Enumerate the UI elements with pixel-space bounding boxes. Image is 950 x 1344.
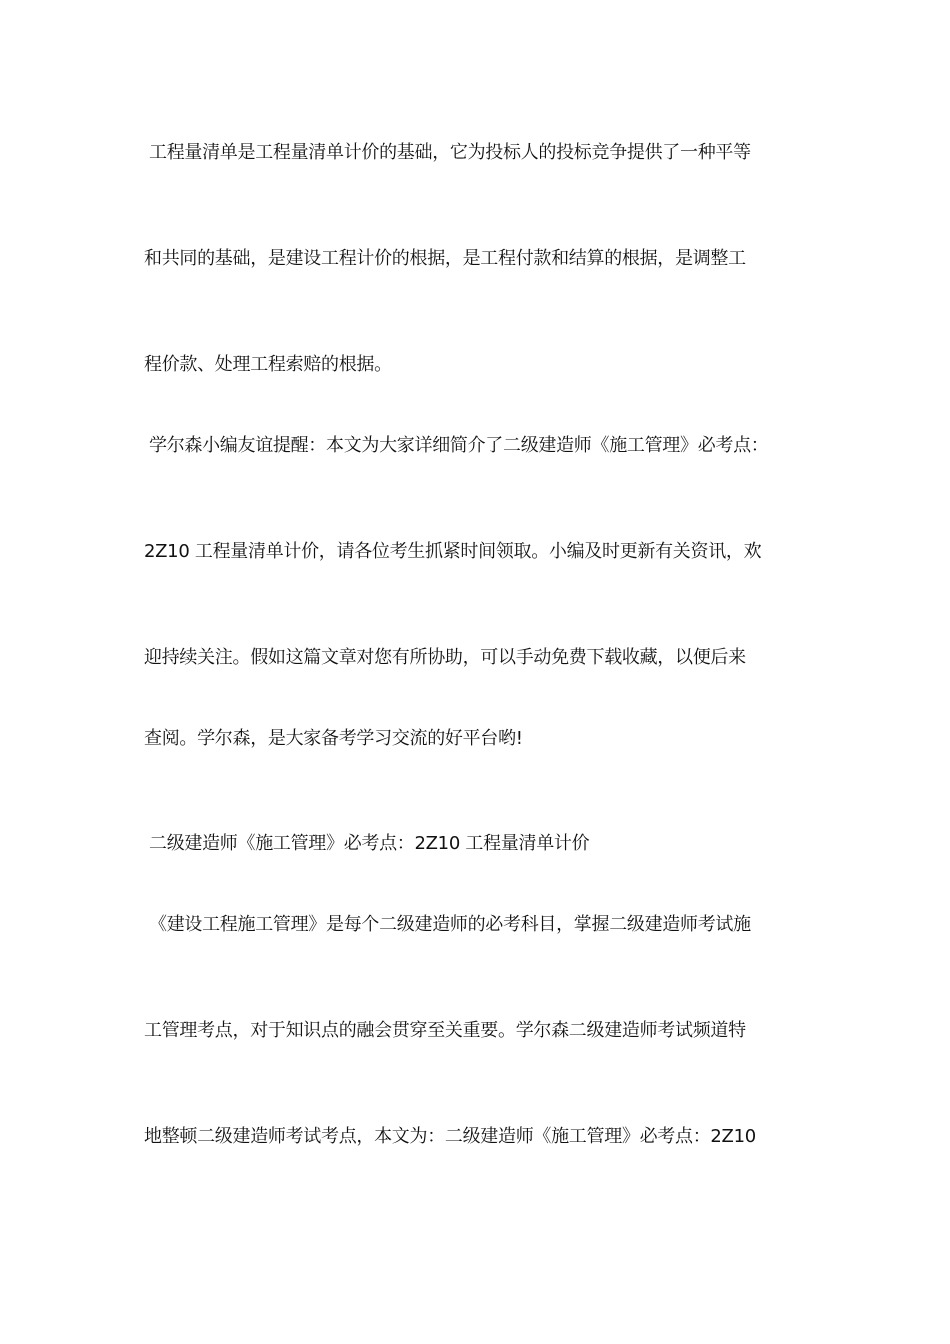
paragraph-2-line-2: 2Z10 工程量清单计价，请各位考生抓紧时间领取。小编及时更新有关资讯，欢 xyxy=(144,541,762,562)
paragraph-1-line-1: 工程量清单是工程量清单计价的基础，它为投标人的投标竞争提供了一种平等 xyxy=(149,142,751,163)
section-heading: 二级建造师《施工管理》必考点：2Z10 工程量清单计价 xyxy=(149,833,590,854)
paragraph-2-line-3: 迎持续关注。假如这篇文章对您有所协助，可以手动免费下载收藏，以便后来 xyxy=(144,647,746,668)
paragraph-2-line-4: 查阅。学尔森，是大家备考学习交流的好平台哟! xyxy=(144,728,523,749)
paragraph-3-line-3: 地整顿二级建造师考试考点，本文为：二级建造师《施工管理》必考点：2Z10 xyxy=(144,1126,756,1147)
paragraph-3-line-1: 《建设工程施工管理》是每个二级建造师的必考科目，掌握二级建造师考试施 xyxy=(149,914,751,935)
paragraph-1-line-3: 程价款、处理工程索赔的根据。 xyxy=(144,354,392,375)
paragraph-2-line-1: 学尔森小编友谊提醒：本文为大家详细简介了二级建造师《施工管理》必考点： xyxy=(149,435,769,456)
paragraph-1-line-2: 和共同的基础，是建设工程计价的根据，是工程付款和结算的根据，是调整工 xyxy=(144,248,746,269)
paragraph-3-line-2: 工管理考点，对于知识点的融会贯穿至关重要。学尔森二级建造师考试频道特 xyxy=(144,1020,746,1041)
